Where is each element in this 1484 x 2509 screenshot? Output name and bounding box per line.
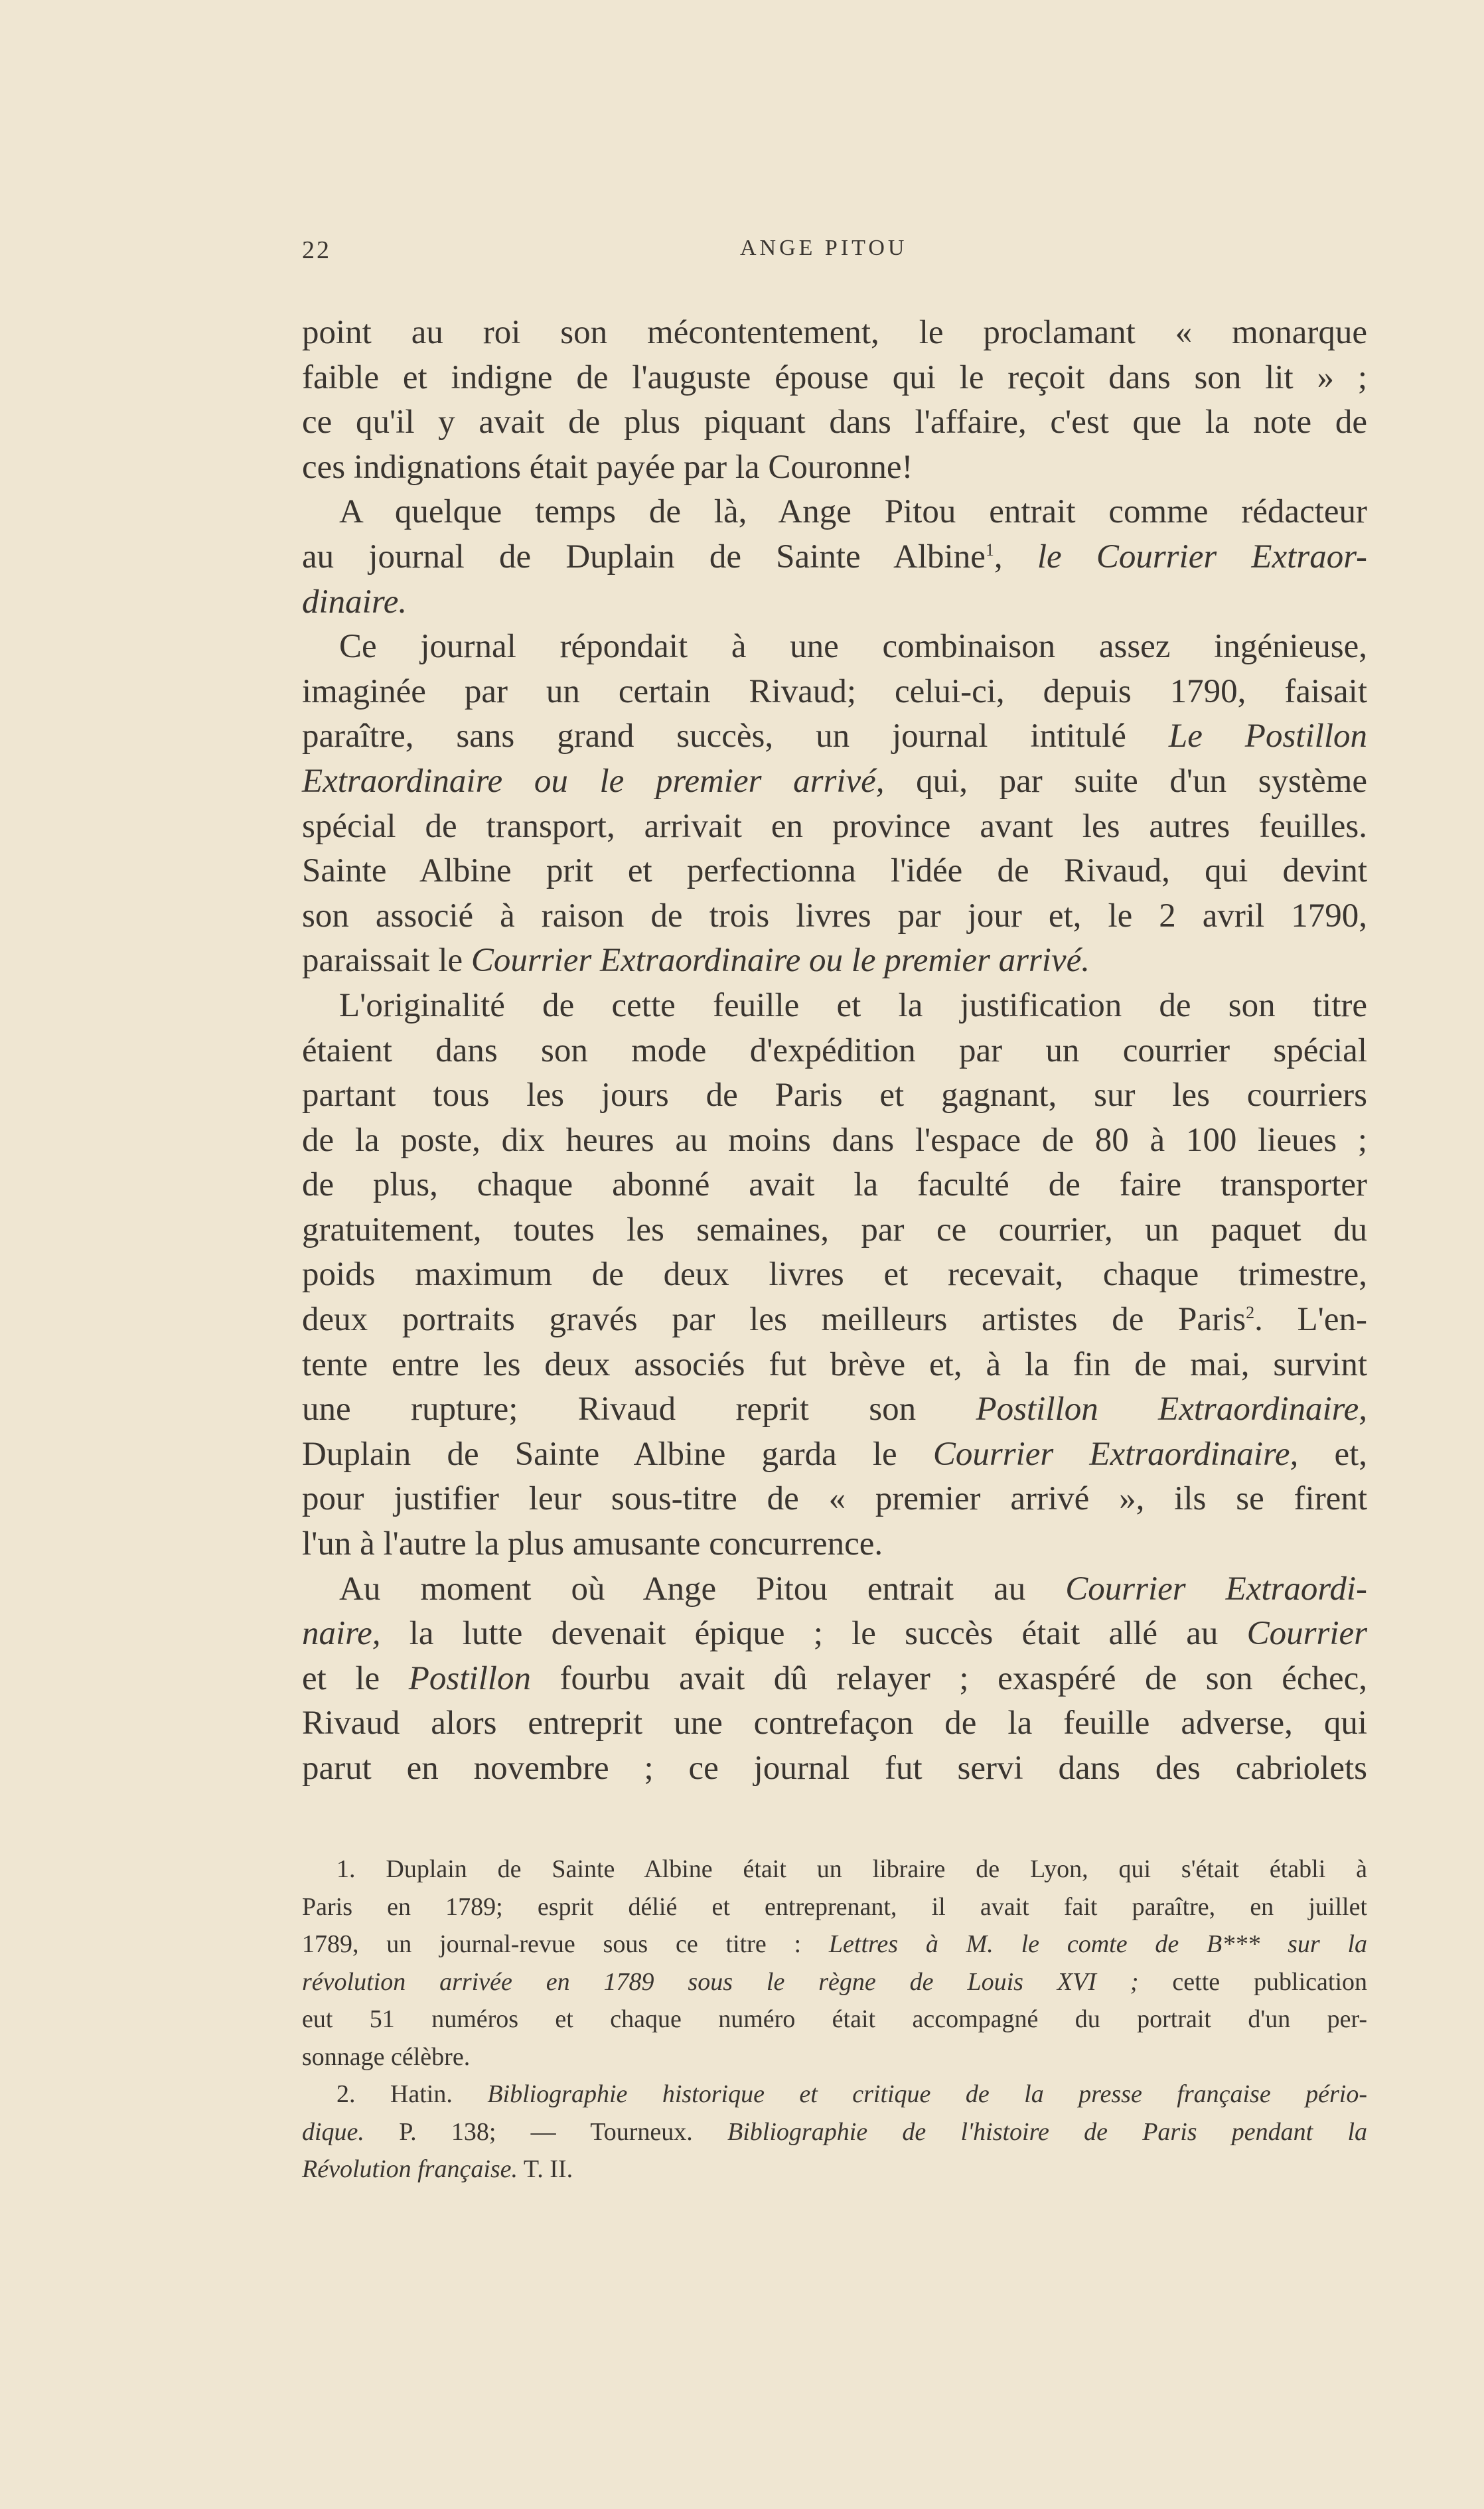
text-line: étaient dans son mode d'expédition par un courrier spécial xyxy=(302,1031,1367,1069)
text-line: ces indignations était payée par la Couronne! xyxy=(302,448,913,486)
text-line: de plus, chaque abonné avait la faculté de faire transporter xyxy=(302,1166,1367,1204)
footnote-line: Paris en 1789; esprit délié et entreprenant, il avait fait paraître, en juillet xyxy=(302,1892,1367,1921)
text-line: ce qu'il y avait de plus piquant dans l'affaire, c'est que la note de xyxy=(302,404,1367,441)
footnote-line: Révolution française. T. II. xyxy=(302,2155,573,2183)
footnote-line: sonnage célèbre. xyxy=(302,2042,471,2071)
body-text xyxy=(302,311,1367,1791)
text-line: pour justifier leur sous-titre de « premier arrivé », ils se firent xyxy=(302,1480,1367,1518)
footnote-ref: 1 xyxy=(985,540,994,560)
text-line: point au roi son mécontentement, le proclamant « monarque xyxy=(302,314,1367,351)
footnote-line: 1789, un journal-revue sous ce titre : Lettres à M. le comte de B*** sur la xyxy=(302,1930,1368,1958)
text-line: au journal de Duplain de Sainte Albine$^1$, le Courrier Extraor- xyxy=(302,538,1367,575)
text-line: une rupture; Rivaud reprit son Postillon Extraordinaire, xyxy=(302,1391,1367,1428)
text-line: Sainte Albine prit et perfectionna l'idée de Rivaud, qui devint xyxy=(302,852,1367,890)
text-line: imaginée par un certain Rivaud; celui-ci, depuis 1790, faisait xyxy=(302,672,1367,710)
text-line: L'originalité de cette feuille et la justification de son titre xyxy=(339,986,1367,1024)
text-line: l'un à l'autre la plus amusante concurrence. xyxy=(302,1525,883,1563)
text-line: Au moment où Ange Pitou entrait au Courrier Extraordi- xyxy=(339,1570,1368,1608)
footnote-line: 2. Hatin. Bibliographie historique et critique de la presse française pério- xyxy=(336,2080,1367,2108)
text-line: naire, la lutte devenait épique ; le succès était allé au Courrier xyxy=(302,1615,1368,1653)
text-line: deux portraits gravés par les meilleurs artistes de Paris$^2$. L'en- xyxy=(302,1301,1367,1339)
text-line: de la poste, dix heures au moins dans l'espace de 80 à 100 lieues ; xyxy=(302,1121,1367,1159)
text-line: parut en novembre ; ce journal fut servi dans des cabriolets xyxy=(302,1750,1367,1787)
text-line: spécial de transport, arrivait en province avant les autres feuilles. xyxy=(302,807,1367,845)
text-line: son associé à raison de trois livres par jour et, le 2 avril 1790, xyxy=(302,897,1367,935)
text-line: A quelque temps de là, Ange Pitou entrait comme rédacteur xyxy=(339,493,1367,531)
text-line: paraissait le Courrier Extraordinaire ou le premier arrivé. xyxy=(302,942,1090,980)
text-line: poids maximum de deux livres et recevait, chaque trimestre, xyxy=(302,1256,1367,1294)
footnote-ref: 2 xyxy=(1246,1303,1255,1323)
text-line: Rivaud alors entreprit une contrefaçon de la feuille adverse, qui xyxy=(302,1705,1367,1742)
footnote-line: eut 51 numéros et chaque numéro était accompagné du portrait d'un per- xyxy=(302,2005,1367,2033)
running-title: ANGE PITOU xyxy=(740,236,908,260)
page-number: 22 xyxy=(302,236,331,264)
footnote-line: 1. Duplain de Sainte Albine était un libraire de Lyon, qui s'était établi à xyxy=(336,1855,1367,1883)
text-line: tente entre les deux associés fut brève et, à la fin de mai, survint xyxy=(302,1345,1367,1383)
footnote-line: dique. P. 138; — Tourneux. Bibliographie de l'histoire de Paris pendant la xyxy=(302,2117,1368,2146)
text-line: Duplain de Sainte Albine garda le Courrier Extraordinaire, et, xyxy=(302,1435,1368,1473)
text-line: dinaire. xyxy=(302,583,408,621)
running-head xyxy=(302,236,932,275)
footnote-line: révolution arrivée en 1789 sous le règne de Louis XVI ; cette publication xyxy=(302,1967,1368,1996)
text-line: et le Postillon fourbu avait dû relayer ; exaspéré de son échec, xyxy=(302,1659,1368,1697)
text-line: faible et indigne de l'auguste épouse qui le reçoit dans son lit » ; xyxy=(302,358,1367,396)
text-line: Ce journal répondait à une combinaison assez ingénieuse, xyxy=(339,628,1367,666)
text-line: gratuitement, toutes les semaines, par ce courrier, un paquet du xyxy=(302,1211,1367,1249)
text-line: paraître, sans grand succès, un journal intitulé Le Postillon xyxy=(302,718,1367,755)
text-line: partant tous les jours de Paris et gagnant, sur les courriers xyxy=(302,1077,1367,1114)
footnotes xyxy=(302,1851,1367,2188)
text-line: Extraordinaire ou le premier arrivé, qui, par suite d'un système xyxy=(302,762,1368,800)
